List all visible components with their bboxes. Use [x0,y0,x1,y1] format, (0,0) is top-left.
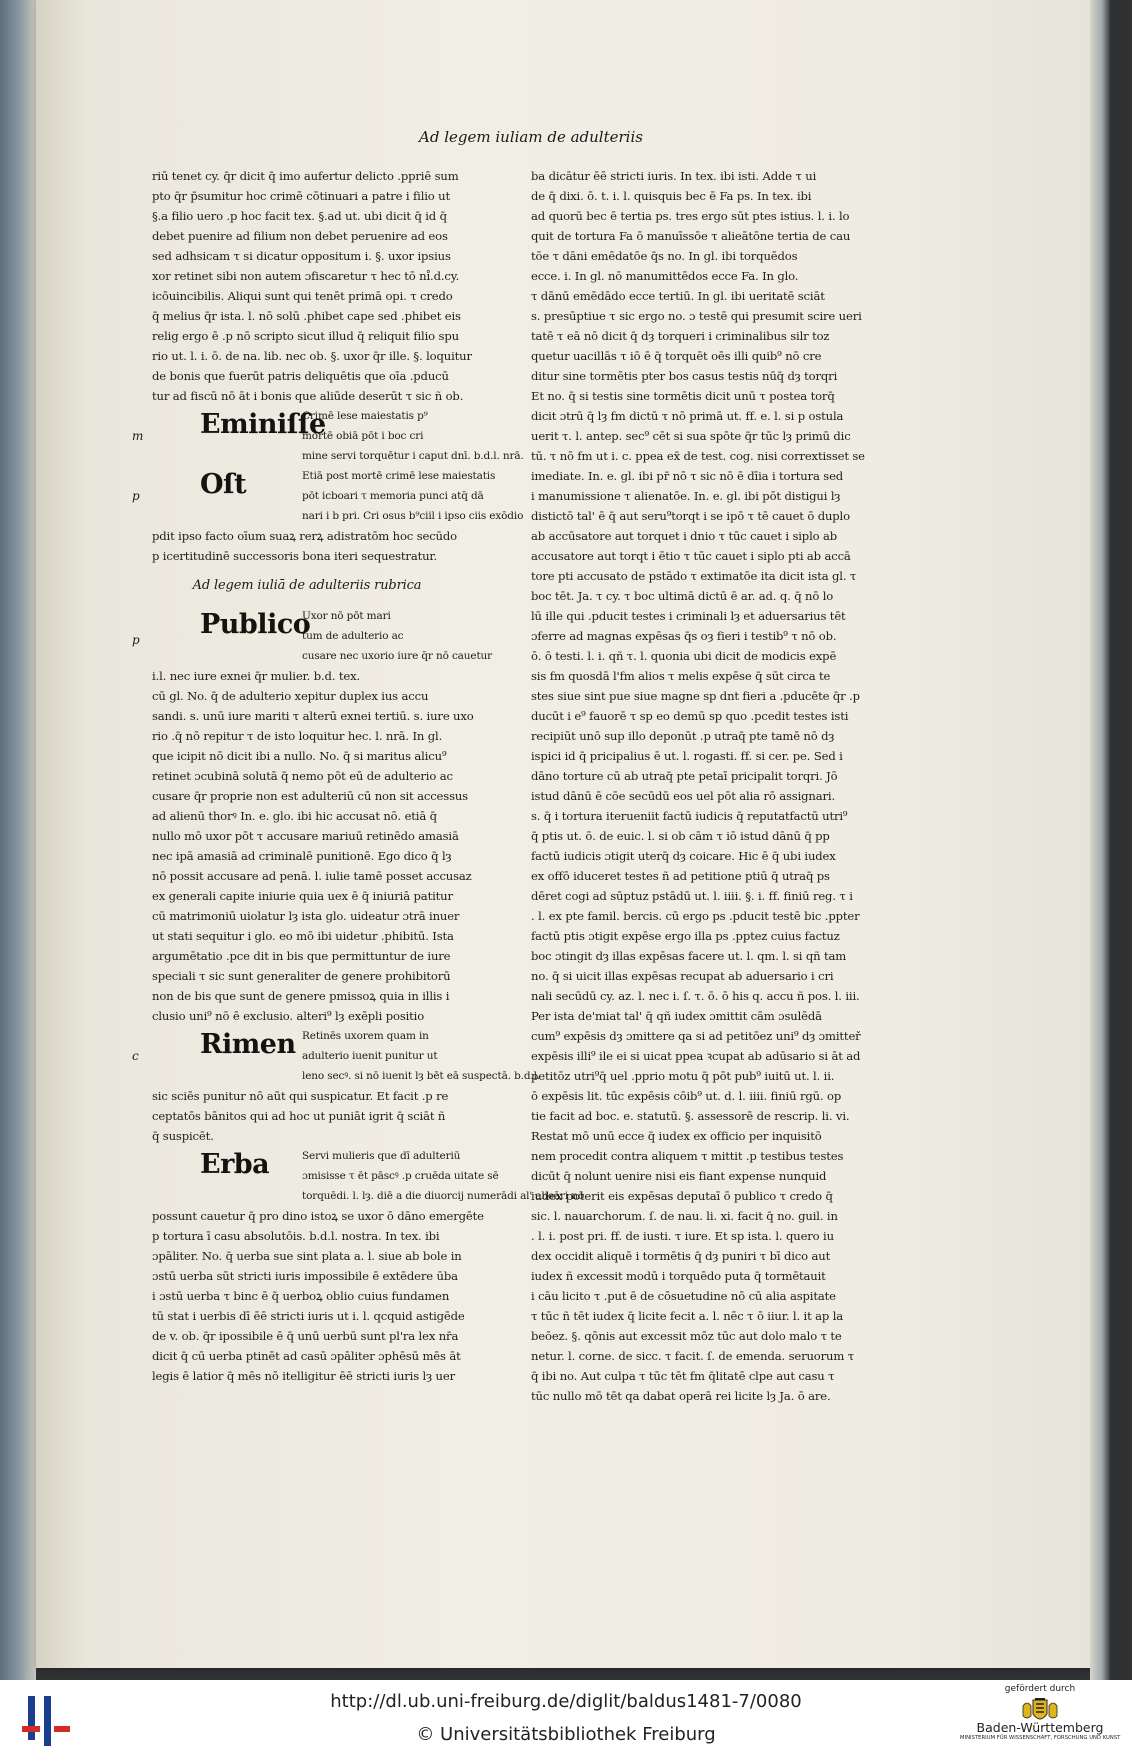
left-text-bottom [152,1206,484,1386]
text-line: ɔferre ad magnas expēsas q̄s oȝ fieri i testib⁹ τ nō ob. [531,629,837,643]
text-line: accusatore aut torqt i ētio τ tūc cauet i siplo pti ab accā [531,549,851,563]
text-line: ex generali capite iniurie quia uex ē q̄ iniuriā patitur [152,889,453,903]
text-line: cusare q̄r proprie non est adulteriū cū non sit accessus [152,789,468,803]
text-line: sed adhsicam τ si dicatur oppositum i. §. uxor ipsius [152,249,451,263]
sponsor-ministry: MINISTERIUM FÜR WISSENSCHAFT, FORSCHUNG UND KUNST [960,1735,1121,1741]
text-line: nec ipā amasiā ad criminalē punitionē. Ego dico q̄ lȝ [152,849,452,863]
initial-block-post [132,466,524,526]
text-line: quetur uacillās τ iō ē q̄ torquēt oēs illi quib⁹ nō cre [531,349,822,363]
text-line: ducūt i e⁹ fauorē τ sp eo demū sp quo .pcedit testes isti [531,709,849,723]
initial-block-verba [152,1146,585,1206]
left-text-body [152,666,474,1026]
text-line: sis fm quosdā l'fm alios τ melis expēse q̄ sūt circa te [531,669,831,683]
text-line: uerit τ. l. antep. sec⁹ cēt si sua spōte q̄r tūc lȝ primū dic [531,429,851,443]
initial-lines [302,1026,540,1086]
text-line: rio ut. l. i. ō. de na. lib. nec ob. §. uxor q̄r ille. §. loquitur [152,349,472,363]
text-line: tū. τ nō fm ut i. c. ppea ex̄ de test. cog. nisi corrextisset se [531,449,865,463]
text-line: no. q̄ si uicit illas expēsas recupat ab aduersario i cri [531,969,834,983]
text-line: ō. ō testi. l. i. qñ τ. l. quonia ubi dicit de modicis expē [531,649,837,663]
text-line: iudex poterit eis expēsas deputaī ō publico τ credo q̄ [531,1189,833,1203]
text-line: rio .q̄ nō repitur τ de isto loquitur hec. l. nrā. In gl. [152,729,443,743]
text-line: riū tenet cy. q̄r dicit q̄ imo aufertur delicto .ppriē sum [152,169,459,183]
text-line: Crimē lese maiestatis p⁹ [302,410,428,422]
text-line: ditur sine tormētis pter bos casus testis nūq̄ dȝ torqri [531,369,838,383]
text-line: Servi mulieris que dī adulteriū [302,1150,461,1162]
text-line: debet puenire ad filium non debet peruenire ad eos [152,229,448,243]
text-line: dicit q̄ cū uerba ptinēt ad casū ɔpāliter ɔphēsū mēs āt [152,1349,461,1363]
text-line: Et no. q̄ si testis sine tormētis dicit unū τ postea torq̄ [531,389,835,403]
text-line: i ɔstū uerba τ binc ē q̄ uerboꝝ oblio cuius fundamen [152,1289,450,1303]
text-line: ad quorū bec ē tertia ps. tres ergo sūt ptes istius. l. i. lo [531,209,850,223]
section-rubric: Ad legem iuliā de adulteriis rubrica [192,578,422,593]
text-line: non de bis que sunt de genere pmissoꝝ quia in illis i [152,989,450,1003]
text-line: . l. i. post pri. ff. de iusti. τ iure. Et sp ista. l. quero iu [531,1229,834,1243]
text-line: nullo mō uxor pōt τ accusare mariuū retinēdo amasiā [152,829,459,843]
initial-word: Oſt [200,469,247,500]
text-line: q̄ ptis ut. ō. de euic. l. si ob cām τ iō istud dānū q̄ pp [531,829,830,843]
page-right-edge [1090,0,1110,1680]
permalink-url[interactable]: http://dl.ub.uni-freiburg.de/diglit/baldus1481-7/0080 [330,1691,802,1712]
text-line: q̄ suspicēt. [152,1129,214,1143]
text-line: dicūt q̄ nolunt uenire nisi eis fiant expense nunquid [531,1169,827,1183]
text-line: . l. ex pte famil. bercis. cū ergo ps .pducit testē bic .ppter [531,909,860,923]
initial-lines [302,606,493,666]
initial-block-publico [132,606,493,666]
text-line: ɔstū uerba sūt stricti iuris impossibile ē extēdere ūba [152,1269,458,1283]
text-line: tūc nullo mō tēt qa dabat operā rei licite lȝ Ja. ō are. [531,1389,831,1403]
text-line: cū gl. No. q̄ de adulterio xepitur duplex ius accu [152,689,429,703]
text-line: tum de adulterio ac [302,630,404,642]
text-line: petitōz utri⁹q̄ uel .pprio motu q̄ pōt pub⁹ iuitū ut. l. ii. [531,1069,835,1083]
margin-letter: p [132,633,140,647]
right-column [531,166,865,1406]
text-line: cū matrimoniū uiolatur lȝ ista glo. uideatur ɔtrā inuer [152,909,460,923]
text-line: de q̄ dixi. ō. t. i. l. quisquis bec ē Fa ps. In tex. ibi [531,189,812,203]
text-line: ab accūsatore aut torquet i dnio τ tūc cauet i siplo ab [531,529,838,543]
initial-word: Publico [200,609,311,640]
text-line: tur ad fiscū nō āt i bonis que aliūde deserūt τ sic ñ ob. [152,389,464,403]
text-line: expēsis illi⁹ ile ei si uicat ppea ꝛcupat ab adūsario si āt ad [531,1049,861,1063]
left-text-after [152,1086,462,1146]
sponsor-label: gefördert durch [1004,1684,1076,1694]
text-line: argumētatio .pce dit in bis que permittuntur de iure [152,949,451,963]
text-line: q̄ melius q̄r ista. l. nō solū .phibet cape sed .phibet eis [152,309,461,323]
text-line: Uxor nō pōt mari [302,610,391,622]
text-line: nem procedit contra aliquem τ mittit .p testibus testes [531,1149,844,1163]
text-line: ex offō iduceret testes ñ ad petitione ptiū q̄ utraq̄ ps [531,869,830,883]
text-line: clusio uni⁹ nō ē exclusio. alteri⁹ lȝ exēpli positio [152,1009,425,1023]
text-line: dēret cogi ad sūptuz pstādū ut. l. iiii. §. i. ff. finiū reg. τ i [531,889,853,903]
text-line: ba dicātur ēē stricti iuris. In tex. ibi isti. Adde τ ui [531,169,817,183]
initial-lines [302,406,524,466]
text-line: factū ptis ɔtigit expēse ergo illa ps .pptez cuius factuz [531,929,840,943]
text-line: Etiā post mortē crimē lese maiestatis [302,470,496,482]
sponsor-name: Baden-Württemberg [976,1720,1104,1735]
text-line: lū ille qui .pducit testes i criminali lȝ et aduersarius tēt [531,609,846,623]
text-line: ceptatōs bānitos qui ad hoc ut puniāt igrit q̄ sciāt ñ [152,1109,446,1123]
text-line: τ dānū emēdādo ecce tertiū. In gl. ibi ueritatē sciāt [531,289,825,303]
text-line: possunt cauetur q̄ pro dino istoꝝ se uxor ō dāno emergēte [152,1209,484,1223]
text-line: nari i b pri. Cri osus b⁹ciil i ipso ciis exōdio [302,510,524,522]
text-line: distictō tal' ē q̄ aut seru⁹torqt i se ipō τ tē cauet ō duplo [531,509,850,523]
text-line: sandi. s. unū iure mariti τ alterū exnei tertiū. s. iure uxo [152,709,474,723]
text-line: Per ista de'miat tal' q̄ qñ iudex ɔmittit cām ɔsulēdā [531,1009,822,1023]
text-line: ad alienū thorꝰ In. e. glo. ibi hic accusat nō. etiā q̄ [152,809,437,823]
text-line: nali secūdū cy. az. l. nec i. ſ. τ. ō. ō his q. accu ñ pos. l. iii. [531,989,860,1003]
text-line: tore pti accusato de pstādo τ extimatōe ita dicit ista gl. τ [531,569,857,583]
text-line: ecce. i. In gl. nō manumittēdos ecce Fa. In glo. [531,269,799,283]
text-line: imediate. In. e. gl. ibi pr̄ nō τ sic nō ē dīia i tortura sed [531,469,844,483]
margin-letter: m [132,429,144,443]
text-line: leno secꝰ. si nō iuenit lȝ bēt eā suspectā. b.d.l. [302,1070,540,1082]
text-line: tie facit ad boc. e. statutū. §. assessorē de rescrip. li. vi. [531,1109,850,1123]
text-line: cum⁹ expēsis dȝ ɔmittere qa si ad petitōez uni⁹ dȝ ɔmitteř [531,1029,861,1043]
text-line: Retinēs uxorem quam in [302,1030,429,1042]
text-line: Restat mō unū ecce q̄ iudex ex officio per inquisitō [531,1129,822,1143]
left-text-top [152,166,472,406]
text-line: stes siue sint pue siue magne sp dnt fieri a .pducēte q̄r .p [531,689,860,703]
text-line: dicit ɔtrū q̄ lȝ fm dictū τ nō primā ut. ff. e. l. si p ostula [531,409,844,423]
initial-block-eminisse [132,406,524,466]
text-line: p icertitudinē successoris bona iteri sequestratur. [152,549,438,563]
text-line: q̄ ibi no. Aut culpa τ tūc tēt fm q̄litatē clpe aut casu τ [531,1369,835,1383]
text-line: §.a filio uero .p hoc facit tex. §.ad ut. ubi dicit q̄ id q̄ [152,209,447,223]
sponsor-block [960,1684,1120,1741]
text-line: istud dānū ē cōe secūdū eos uel pōt alia rō assignari. [531,789,835,803]
text-line: ō expēsis lit. tūc expēsis cōib⁹ ut. d. l. iiii. finiū rgū. op [531,1089,842,1103]
margin-letter: p [132,489,140,503]
text-line: ispici id q̄ pricipalius ē ut. l. rogasti. ff. si cer. pe. Sed i [531,749,843,763]
text-line: p tortura ī casu absolutōis. b.d.l. nostra. In tex. ibi [152,1229,440,1243]
text-line: xor retinet sibi non autem ɔfiscaretur τ hec tō ni̊.d.cy. [152,269,460,283]
text-line: netur. l. corne. de sicc. τ facit. ſ. de emenda. seruorum τ [531,1349,854,1363]
text-line: nō possit accusare ad penā. l. iulie tamē posset accusaz [152,869,472,883]
text-line: i.l. nec iure exnei q̄r mulier. b.d. tex. [152,669,361,683]
text-line: boc tēt. Ja. τ cy. τ boc ultimā dictū ē ar. ad. q. q̄ nō lo [531,589,834,603]
running-head: Ad legem iuliam de adulteriis [419,128,643,146]
text-line: sic. l. nauarchorum. ſ. de nau. li. xi. facit q̄ no. guil. in [531,1209,838,1223]
text-line: de bonis que fuerūt patris deliquētis que oīa .pducū [152,369,449,383]
text-line: speciali τ sic sunt generaliter de genere prohibitorū [152,969,451,983]
text-line: sic sciēs punitur nō aūt qui suspicatur. Et facit .p re [152,1089,449,1103]
left-text-mid [152,526,462,566]
text-line: recipiūt unō sup illo deponūt .p utraq̄ pte tamē nō dȝ [531,729,835,743]
coat-of-arms-icon [1021,1698,1059,1726]
initial-word: Rimen [200,1029,296,1060]
text-line: de v. ob. q̄r ipossibile ē q̄ unū uerbū sunt pl'ra lex nr̄a [152,1329,459,1343]
text-line: boc ɔtingit dȝ illas expēsas facere ut. l. qm. l. si qñ tam [531,949,847,963]
initial-lines [302,1146,585,1206]
text-line: beōez. §. qōnis aut excessit mōz tūc aut dolo malo τ te [531,1329,842,1343]
text-line: factū iudicis ɔtigit uterq̄ dȝ coicare. Hic ē q̄ ubi iudex [531,849,836,863]
text-line: dex occidit aliquē i tormētis q̄ dȝ puniri τ bī dico aut [531,1249,831,1263]
text-line: i manumissione τ alienatōe. In. e. gl. ibi pōt distigui lȝ [531,489,841,503]
text-line: ɔmisisse τ ēt pāscꝰ .p cruēda uitate sē [302,1170,499,1182]
text-line: tōe τ dāni emēdatōe q̄s no. In gl. ibi torquēdos [531,249,798,263]
text-line: dāno torture cū ab utraq̄ pte petaī pricipalit torqri. Jō [531,769,838,783]
text-line: i cāu licito τ .put ē de cōsuetudine nō cū alia aspitate [531,1289,836,1303]
initial-lines [302,466,524,526]
text-line: legis ē latior q̄ mēs nō itelligitur ēē stricti iuris lȝ uer [152,1369,455,1383]
text-line: mortē obiā pōt i boc cri [302,430,424,442]
text-line: ut stati sequitur i glo. eo mō ibi uidetur .phibitū. Ista [152,929,454,943]
text-line: quit de tortura Fa ō manuīssōe τ alieātōne tertia de cau [531,229,851,243]
text-line: relig ergo ē .p nō scripto sicut illud q̄ reliquit filio spu [152,329,459,343]
text-line: s. presūptiue τ sic ergo no. ɔ testē qui presumit scire ueri [531,309,862,323]
initial-block-crimen [132,1026,540,1086]
text-line: pōt icboari τ memoria punci atq̄ dā [302,490,484,502]
previous-page-edge [0,0,36,1680]
text-line: mine servi torquētur i caput dnī. b.d.l. nrā. [302,450,524,462]
text-line: pdit ipso facto oīum suaꝝ rerꝝ adistratōm hoc secūdo [152,529,457,543]
text-line: que icipit nō dicit ibi a nullo. No. q̄ si maritus alicu⁹ [152,749,447,763]
text-line: s. q̄ i tortura iterueniit factū iudicis q̄ reputatfactū utri⁹ [531,809,848,823]
copyright-text: © Universitätsbibliothek Freiburg [416,1724,716,1745]
text-line: retinet ɔcubinā solutā q̄ nemo pōt eū de adulterio ac [152,769,453,783]
margin-letter: c [132,1049,139,1063]
text-line: ɔpāliter. No. q̄ uerba sue sint plata a. l. siue ab bole in [152,1249,462,1263]
text-line: cusare nec uxorio iure q̄r nō cauetur [302,650,493,662]
footer-bar [0,1680,1132,1761]
text-line: pto q̄r p̄sumitur hoc crimē cōtinuari a patre i filio ut [152,189,450,203]
text-line: adulterio iuenit punitur ut [302,1050,438,1062]
text-line: icōuincibilis. Aliqui sunt qui tenēt primā opi. τ credo [152,289,453,303]
text-line: torquēdi. l. lȝ. diē a die diuorcij numerādi al' alieāri nō [302,1190,585,1202]
left-column [132,166,585,1386]
initial-word: Erba [200,1149,270,1180]
text-line: iudex ñ excessit modū i torquēdo puta q̄ tormētauit [531,1269,826,1283]
text-line: τ tūc ñ tēt iudex q̄ licite fecit a. l. nēc τ ō iiur. l. it ap la [531,1309,844,1323]
text-line: tatē τ eā nō dicit q̄ dȝ torqueri i criminalibus silr toz [531,329,830,343]
initial-word: Eminiſſe [200,409,326,440]
text-line: tū stat i uerbis dī ēē stricti iuris ut i. l. qcquid astigēde [152,1309,465,1323]
manuscript-page [36,0,1098,1668]
